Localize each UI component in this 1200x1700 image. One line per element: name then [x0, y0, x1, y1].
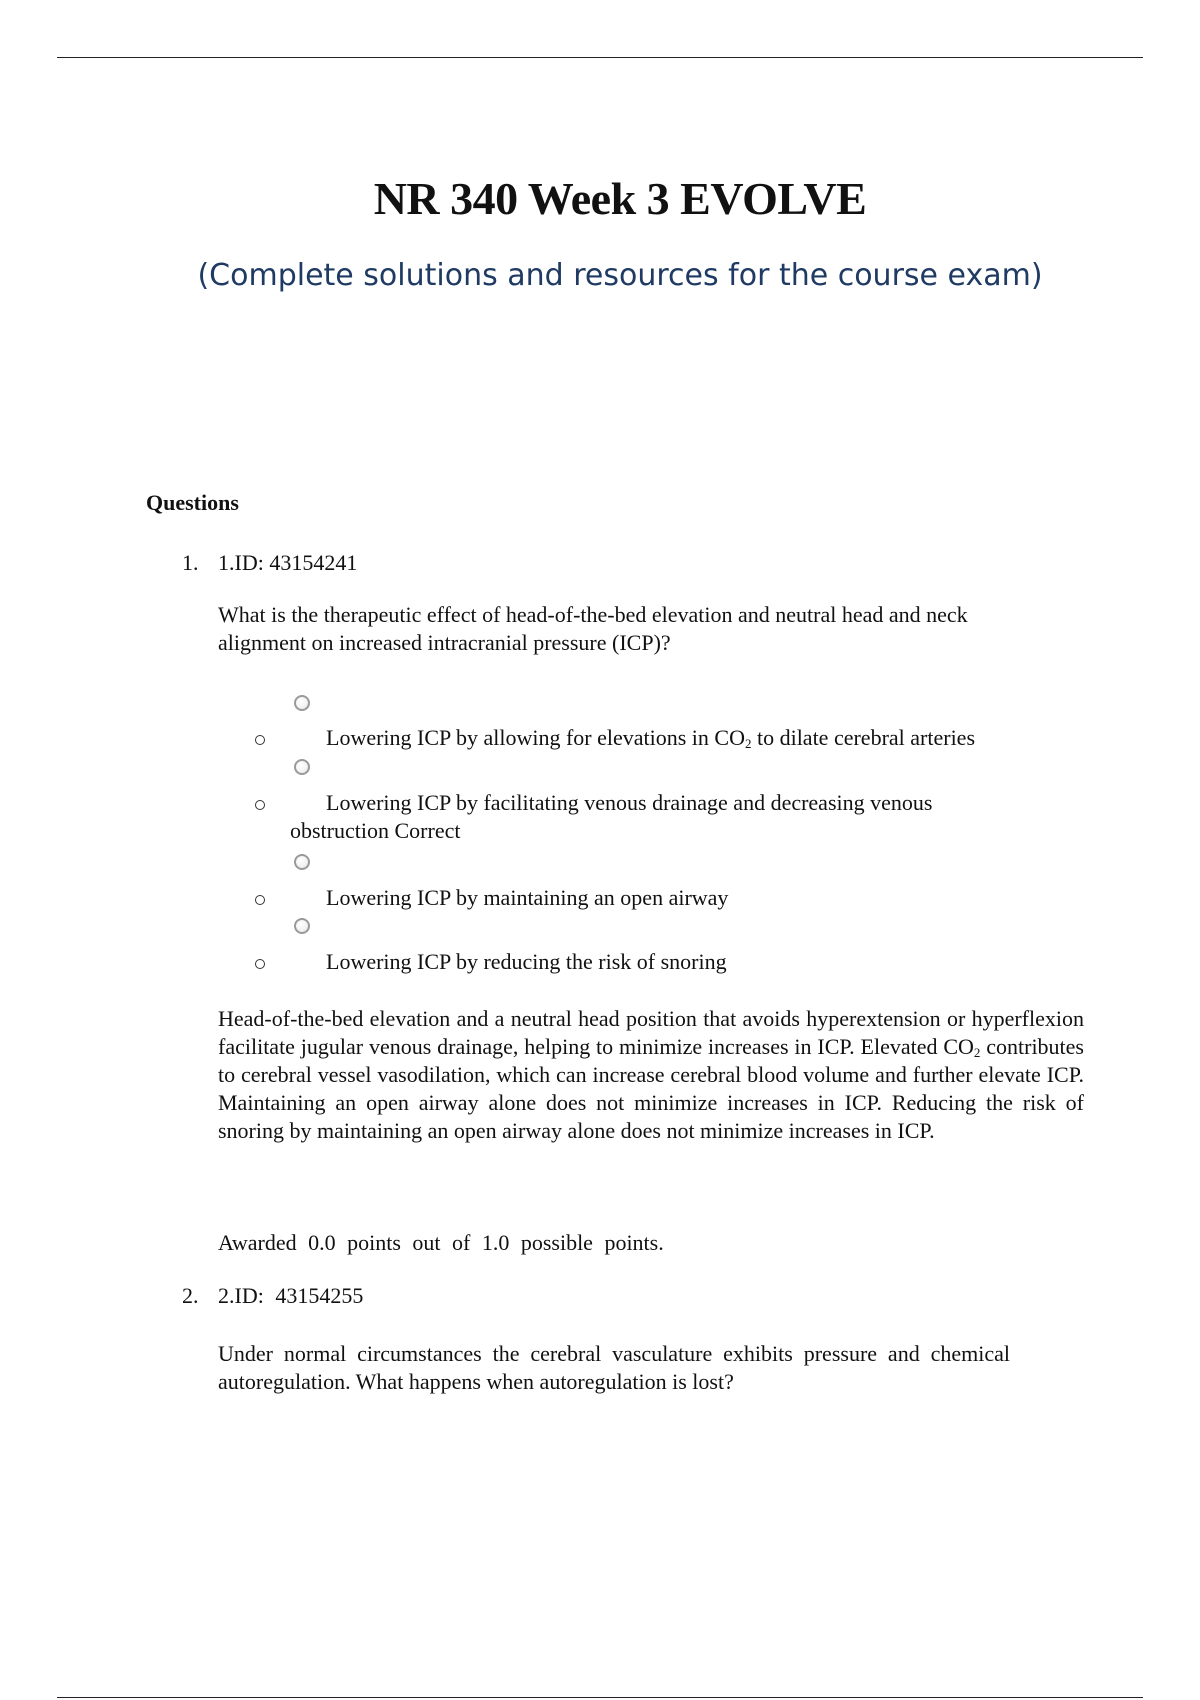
option-3-radio-icon[interactable]	[294, 854, 310, 870]
question-2-number: 2.	[182, 1283, 199, 1308]
option-2-bullet-icon	[255, 800, 265, 810]
option-2-label[interactable]: Lowering ICP by facilitating venous drainage and decreasing venous obstruction Correct	[290, 790, 933, 843]
question-1-prompt: What is the therapeutic effect of head-of-the-bed elevation and neutral head and neck alignment on increased intracranial pressure (ICP)?	[218, 602, 968, 655]
bottom-rule	[57, 1697, 1143, 1698]
question-1-explanation: Head-of-the-bed elevation and a neutral head position that avoids hyperextension or hyperflexion facilitate jugular venous drainage, helping to minimize increases in ICP. Elevated $CO_2$ contributes to cerebral vessel vasodilation, which can increase cerebral blood volume and further elevate ICP. Maintaining an open airway alone does not minimize increases in ICP. Reducing the risk of snoring by maintaining an open airway alone does not minimize increases in ICP.	[218, 1006, 1084, 1143]
question-2-id: 2.ID: 43154255	[218, 1283, 364, 1308]
questions-heading: Questions	[146, 490, 239, 515]
option-3-label[interactable]: Lowering ICP by maintaining an open airway	[326, 885, 729, 910]
question-1-number: 1.	[182, 550, 199, 575]
option-2-radio-icon[interactable]	[294, 759, 310, 775]
question-1-id: 1.ID: 43154241	[218, 550, 358, 575]
option-1-bullet-icon	[255, 735, 265, 745]
option-4-label[interactable]: Lowering ICP by reducing the risk of snoring	[326, 949, 727, 974]
option-3-bullet-icon	[255, 895, 265, 905]
option-1-radio-icon[interactable]	[294, 695, 310, 711]
option-4-bullet-icon	[255, 959, 265, 969]
document-title: NR 340 Week 3 EVOLVE	[373, 173, 867, 224]
question-1-score: Awarded 0.0 points out of 1.0 possible points.	[218, 1230, 664, 1255]
top-rule	[57, 57, 1143, 58]
option-1-label[interactable]: Lowering ICP by allowing for elevations in $CO_2$ to dilate cerebral arteries	[326, 725, 976, 751]
question-2-prompt: Under normal circumstances the cerebral vasculature exhibits pressure and chemical autoregulation. What happens when autoregulation is lost?	[218, 1341, 1010, 1394]
option-4-radio-icon[interactable]	[294, 918, 310, 934]
document-subtitle: (Complete solutions and resources for the course exam)	[197, 258, 1043, 293]
